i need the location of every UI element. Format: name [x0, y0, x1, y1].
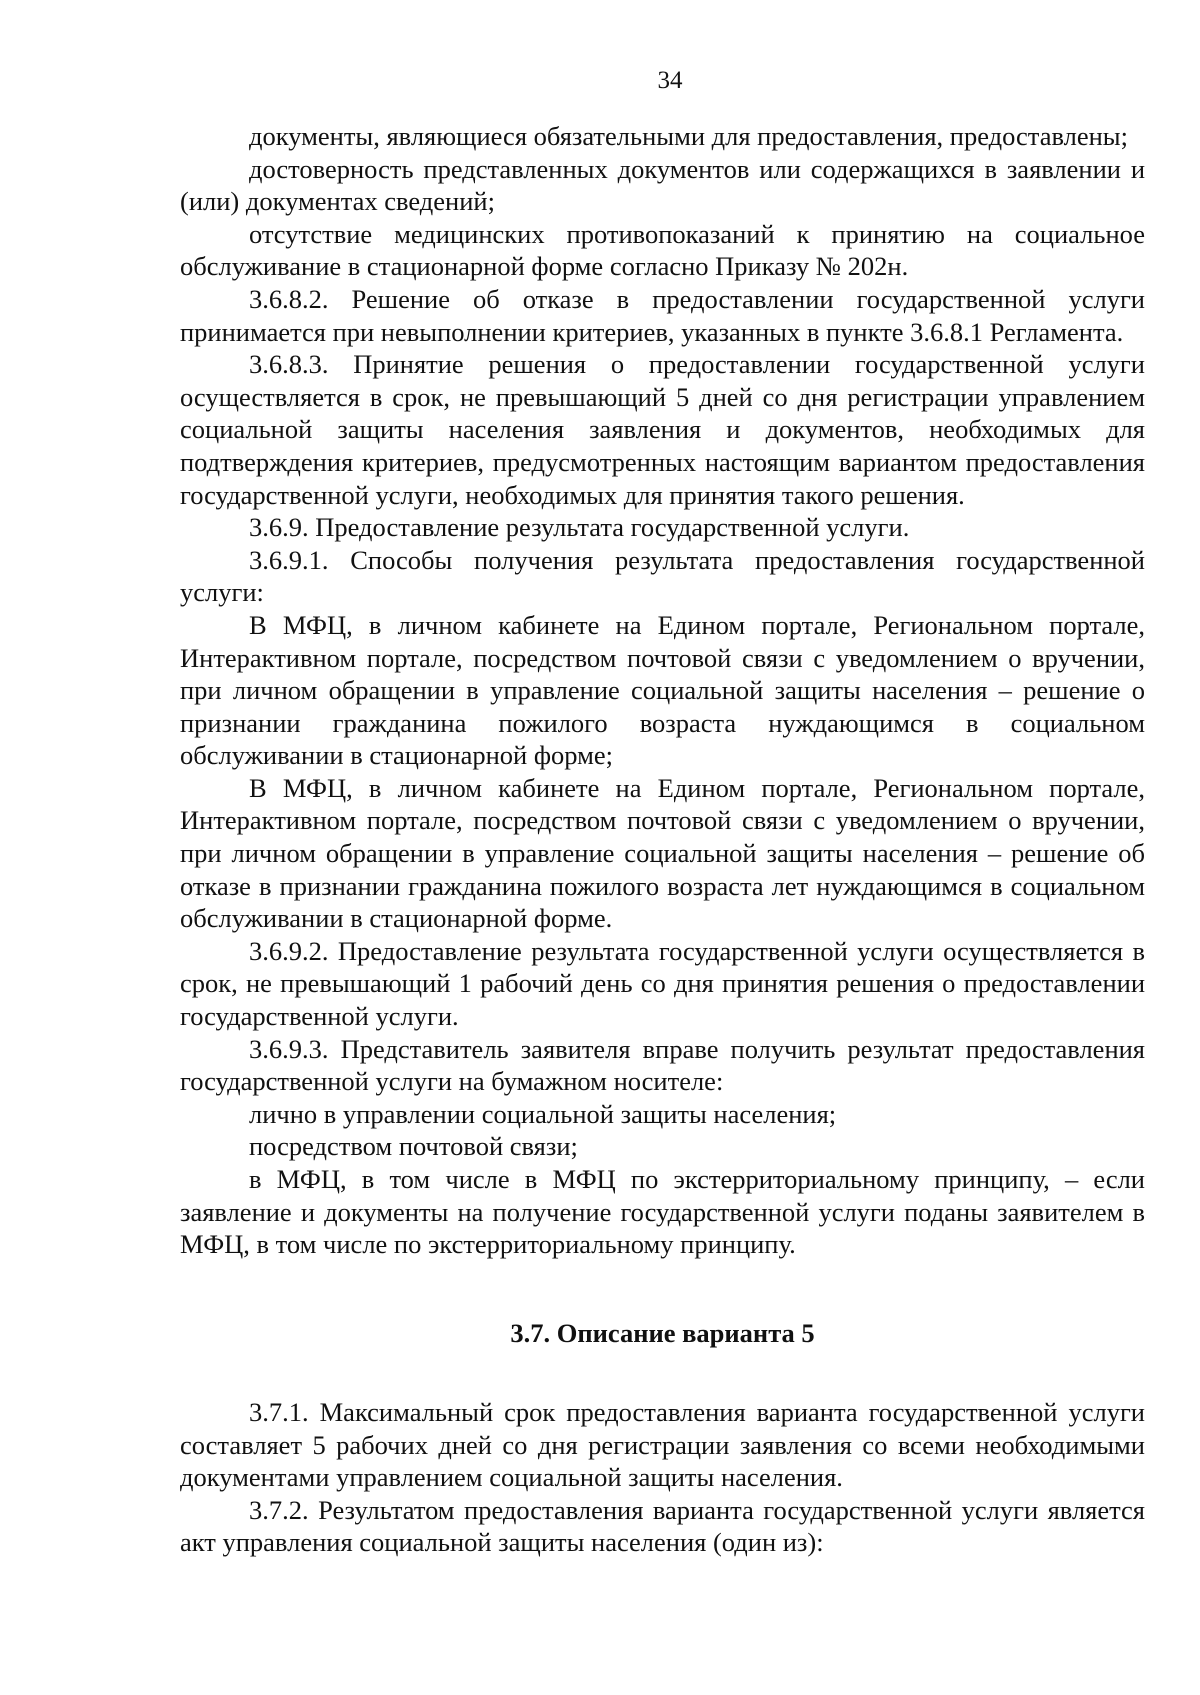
page-number: 34 — [657, 67, 683, 94]
paragraph: 3.6.8.3. Принятие решения о предоставлении государственной услуги осуществляется в срок, не превышающий 5 дней со дня регистрации управлением социальной защиты населения заявления и документов, необходимых для подтверждения критериев, предусмотренных настоящим вариантом предоставления государственной услуги, необходимых для принятия такого решения. — [180, 349, 1145, 510]
paragraph: В МФЦ, в личном кабинете на Едином портале, Региональном портале, Интерактивном портале, посредством почтовой связи с уведомлением о вручении, при личном обращении в управление социальной защиты населения – решение о признании гражданина пожилого возраста нуждающимся в социальном обслуживании в стационарной форме; — [180, 609, 1145, 771]
section-body-text — [180, 1396, 1145, 1559]
paragraph: 3.6.8.2. Решение об отказе в предоставлении государственной услуги принимается при невыполнении критериев, указанных в пункте 3.6.8.1 Регламента. — [180, 283, 1145, 347]
paragraph: 3.7.1. Максимальный срок предоставления варианта государственной услуги составляет 5 рабочих дней со дня регистрации заявления со всеми необходимыми документами управлением социальной защиты населения. — [180, 1397, 1145, 1493]
paragraph: отсутствие медицинских противопоказаний к принятию на социальное обслуживание в стационарной форме согласно Приказу № 202н. — [180, 218, 1145, 282]
body-text — [180, 120, 1145, 1261]
paragraph: достоверность представленных документов или содержащихся в заявлении и (или) документах сведений; — [180, 153, 1145, 217]
paragraph: в МФЦ, в том числе в МФЦ по экстерриториальному принципу, – если заявление и документы на получение государственной услуги поданы заявителем в МФЦ, в том числе по экстерриториальному принципу. — [180, 1164, 1145, 1260]
paragraph: 3.7.2. Результатом предоставления варианта государственной услуги является акт управления социальной защиты населения (один из): — [180, 1494, 1145, 1558]
paragraph: 3.6.9. Предоставление результата государственной услуги. — [249, 512, 910, 543]
paragraph: документы, являющиеся обязательными для предоставления, предоставлены; — [249, 121, 1128, 151]
section-heading: 3.7. Описание варианта 5 — [510, 1318, 815, 1348]
paragraph: 3.6.9.2. Предоставление результата государственной услуги осуществляется в срок, не превышающий 1 рабочий день со дня принятия решения о предоставлении государственной услуги. — [180, 935, 1145, 1032]
paragraph: В МФЦ, в личном кабинете на Едином портале, Региональном портале, Интерактивном портале, посредством почтовой связи с уведомлением о вручении, при личном обращении в управление социальной защиты населения – решение об отказе в признании гражданина пожилого возраста лет нуждающимся в социальном обслуживании в стационарной форме. — [180, 772, 1145, 934]
paragraph: посредством почтовой связи; — [249, 1131, 578, 1162]
paragraph: 3.6.9.1. Способы получения результата предоставления государственной услуги: — [180, 544, 1145, 608]
paragraph: 3.6.9.3. Представитель заявителя вправе получить результат предоставления государственной услуги на бумажном носителе: — [180, 1033, 1145, 1097]
paragraph: лично в управлении социальной защиты населения; — [249, 1098, 837, 1129]
